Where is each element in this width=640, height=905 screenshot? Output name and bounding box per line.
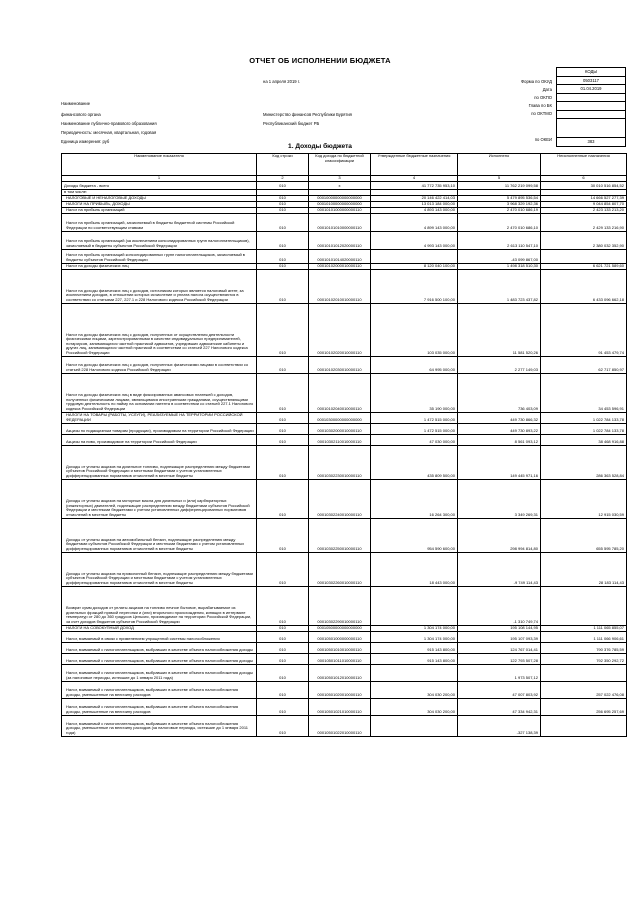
row-approved: 1 304 174 000,00 (371, 625, 458, 631)
row-unexecuted: 2 429 133 216,90 (541, 213, 627, 231)
row-executed: 124 767 014,41 (458, 642, 541, 653)
codes-header: КОДЫ (557, 68, 626, 77)
row-income-code: 00010101010000000110 (309, 213, 371, 231)
income-table (61, 153, 627, 737)
code-blank (557, 119, 626, 138)
row-approved: 35 190 000,00 (371, 373, 458, 412)
row-line-code: 010 (257, 631, 309, 642)
row-approved: 103 035 000,00 (371, 303, 458, 356)
row-line-code: 010 (257, 698, 309, 715)
row-income-code: 00010300000000000000 (309, 412, 371, 423)
row-executed: -327 138,39 (458, 715, 541, 736)
row-executed: 11 762 219 099,58 (458, 182, 541, 190)
row-approved: 915 143 800,00 (371, 653, 458, 664)
row-income-code: 00010500000000000000 (309, 625, 371, 631)
row-line-code: 010 (257, 642, 309, 653)
row-income-code: 00010302110010000110 (309, 434, 371, 445)
row-unexecuted: 286 363 528,84 (541, 445, 627, 479)
row-line-code: 010 (257, 213, 309, 231)
row-name: НАЛОГИ НА ТОВАРЫ (РАБОТЫ, УСЛУГИ), РЕАЛИЗУЕМЫЕ НА ТЕРРИТОРИИ РОССИЙСКОЙ ФЕДЕРАЦИИ (62, 412, 257, 423)
row-executed: 2 613 110 547,10 (458, 231, 541, 249)
row-unexecuted: 6 433 096 662,18 (541, 269, 627, 303)
row-unexecuted (541, 664, 627, 681)
row-executed: 2 470 010 686,19 (458, 207, 541, 213)
code-label-okei: по ОКЕИ (534, 137, 552, 142)
row-executed: 122 793 507,28 (458, 653, 541, 664)
table-row (62, 269, 627, 303)
row-line-code: 010 (257, 249, 309, 263)
row-unexecuted: 790 376 785,59 (541, 642, 627, 653)
row-income-code: 00010302290010000110 (309, 586, 371, 625)
row-executed: -43 099 867,00 (458, 249, 541, 263)
table-row (62, 664, 627, 681)
row-executed: 47 007 803,92 (458, 681, 541, 698)
row-name: Доходы бюджета - всего (62, 182, 257, 190)
row-income-code: 00010102000010000110 (309, 263, 371, 269)
row-unexecuted: 256 695 257,69 (541, 698, 627, 715)
col-number: 4 (371, 176, 458, 182)
row-unexecuted: 1 022 784 133,78 (541, 423, 627, 434)
row-income-code: 00010501022010000110 (309, 715, 371, 736)
row-income-code: 00010101000000000110 (309, 207, 371, 213)
code-date: 01.04.2019 (557, 85, 626, 94)
row-income-code: 00010102010010000110 (309, 269, 371, 303)
row-executed: 149 445 971,16 (458, 445, 541, 479)
row-line-code: 010 (257, 434, 309, 445)
row-approved: 304 030 200,00 (371, 698, 458, 715)
table-row (62, 681, 627, 698)
code-okud: 0503117 (557, 76, 626, 85)
header-label-fin-organ: финансового органа (61, 112, 101, 117)
row-approved: 1 472 515 000,00 (371, 423, 458, 434)
row-line-code: 010 (257, 664, 309, 681)
row-approved: 41 772 735 953,10 (371, 182, 458, 190)
row-name: в том числе: (62, 190, 257, 196)
report-date: на 1 апреля 2019 г. (263, 79, 300, 84)
row-name: НАЛОГИ НА ПРИБЫЛЬ, ДОХОДЫ (62, 201, 257, 207)
row-approved: 1 304 174 000,00 (371, 631, 458, 642)
row-income-code: 00010100000000000000 (309, 201, 371, 207)
row-name: Налог, взимаемый с налогоплательщиков, выбравших в качестве объекта налогообложения доходы (62, 642, 257, 653)
row-approved (371, 586, 458, 625)
row-approved: 1 472 515 000,00 (371, 412, 458, 423)
row-approved: 954 590 600,00 (371, 518, 458, 552)
row-unexecuted: 12 915 030,59 (541, 479, 627, 518)
report-title: ОТЧЕТ ОБ ИСПОЛНЕНИИ БЮДЖЕТА (249, 56, 391, 65)
row-unexecuted: 62 717 850,97 (541, 356, 627, 373)
row-approved (371, 249, 458, 263)
row-line-code: 010 (257, 518, 309, 552)
section-title: 1. Доходы бюджета (288, 143, 352, 150)
row-name: Налог, взимаемый с налогоплательщиков, выбравших в качестве объекта налогообложения доходы, уменьшенные на величину расходов (за налоговые периоды, истекшие до 1 января 2011 года) (62, 715, 257, 736)
row-unexecuted (541, 249, 627, 263)
row-unexecuted (541, 586, 627, 625)
row-executed: 449 730 893,22 (458, 423, 541, 434)
col-header-line-code: Код строки (257, 154, 309, 176)
row-income-code: 00010302250010000110 (309, 518, 371, 552)
table-row (62, 434, 627, 445)
row-income-code: x (309, 182, 371, 190)
row-income-code: 00010302260010000110 (309, 552, 371, 586)
row-name: Доходы от уплаты акцизов на дизельное топливо, подлежащие распределению между бюджетами субъектов Российской Федерации и местными бюджетами с учетом установленных дифференцированных нормативов отчислений в местные бюджеты (62, 445, 257, 479)
row-unexecuted: 1 111 066 906,61 (541, 631, 627, 642)
table-row (62, 642, 627, 653)
row-executed: 11 581 520,26 (458, 303, 541, 356)
row-income-code: 00010501021010000110 (309, 698, 371, 715)
row-name: Доходы от уплаты акцизов на моторные масла для дизельных и (или) карбюраторных (инжекторных) двигателей, подлежащие распределению между бюджетами субъектов Российской Федерации и местными бюджетами с учетом установленных дифференцированных нормативов отчислений в местные бюджеты (62, 479, 257, 518)
row-income-code: 00010501012010000110 (309, 664, 371, 681)
row-approved: 435 809 500,00 (371, 445, 458, 479)
row-line-code: 010 (257, 586, 309, 625)
row-unexecuted: 9 044 854 807,70 (541, 201, 627, 207)
header-label-unit: Единица измерения: руб (61, 139, 110, 144)
row-approved: 18 443 000,00 (371, 552, 458, 586)
row-approved: 47 030 000,00 (371, 434, 458, 445)
table-row (62, 231, 627, 249)
row-executed: 3 968 329 192,36 (458, 201, 541, 207)
row-income-code: 00010000000000000000 (309, 195, 371, 201)
row-approved: 64 995 000,00 (371, 356, 458, 373)
row-executed: 195 108 144,95 (458, 625, 541, 631)
row-name: Налог на прибыль организаций, зачисляемый в бюджеты бюджетной системы Российской Федерации по соответствующим ставкам (62, 213, 257, 231)
code-bk (557, 102, 626, 111)
row-approved: 4 899 143 000,00 (371, 213, 458, 231)
codes-table (556, 67, 626, 147)
table-row (62, 715, 627, 736)
table-row (62, 445, 627, 479)
row-approved: 16 264 300,00 (371, 479, 458, 518)
row-income-code: 00010102020010000110 (309, 303, 371, 356)
col-header-executed: Исполнено (458, 154, 541, 176)
code-okpo (557, 93, 626, 102)
table-row (62, 356, 627, 373)
table-row (62, 373, 627, 412)
table-row (62, 479, 627, 518)
row-approved (371, 664, 458, 681)
row-line-code: 010 (257, 445, 309, 479)
row-income-code: 00010102030010000110 (309, 356, 371, 373)
row-unexecuted: 2 423 133 213,20 (541, 207, 627, 213)
row-name: Налог на доходы физических лиц (62, 263, 257, 269)
row-approved (371, 715, 458, 736)
row-unexecuted: 655 595 785,20 (541, 518, 627, 552)
col-number: 6 (541, 176, 627, 182)
row-name: Доходы от уплаты акцизов на автомобильный бензин, подлежащие распределению между бюджетами субъектов Российской Федерации и местными бюджетами с учетом установленных дифференцированных нормативов отчислений в местные бюджеты (62, 518, 257, 552)
row-name: Акцизы по подакцизным товарам (продукции), производимым на территории Российской Федерации (62, 423, 257, 434)
row-name: Налог, взимаемый с налогоплательщиков, выбравших в качестве объекта налогообложения доходы (за налоговые периоды, истекшие до 1 января 2011 года) (62, 664, 257, 681)
row-approved: 8 120 040 100,00 (371, 263, 458, 269)
row-approved: 20 146 422 414,03 (371, 195, 458, 201)
col-header-income-code: Код дохода по бюджетной классификации (309, 154, 371, 176)
code-label-okud: Форма по ОКУД (520, 79, 552, 84)
row-executed: 195 107 093,39 (458, 631, 541, 642)
row-name: Налог на прибыль организаций (62, 207, 257, 213)
row-income-code: 00010101014020000110 (309, 249, 371, 263)
row-name: Доходы от уплаты акцизов на прямогонный бензин, подлежащие распределению между бюджетами субъектов Российской Федерации и местными бюджетами с учетом установленных дифференцированных нормативов отчислений в местные бюджеты (62, 552, 257, 586)
financial-organ-name: Министерство финансов Республики Бурятия (263, 112, 352, 117)
table-row (62, 423, 627, 434)
row-approved: 4 893 143 000,00 (371, 207, 458, 213)
row-executed: 298 994 814,80 (458, 518, 541, 552)
col-header-approved: Утвержденные бюджетные назначения (371, 154, 458, 176)
row-unexecuted: 34 453 596,91 (541, 373, 627, 412)
row-line-code: 010 (257, 653, 309, 664)
row-name: НАЛОГОВЫЕ И НЕНАЛОГОВЫЕ ДОХОДЫ (62, 195, 257, 201)
row-name: Налог, взимаемый с налогоплательщиков, выбравших в качестве объекта налогообложения доходы, уменьшенные на величину расходов (62, 681, 257, 698)
row-unexecuted: 2 380 032 352,90 (541, 231, 627, 249)
row-line-code: 010 (257, 423, 309, 434)
row-line-code: 010 (257, 681, 309, 698)
col-number: 1 (62, 176, 257, 182)
row-income-code: 00010101012020000110 (309, 231, 371, 249)
code-label-date: Дата (542, 87, 552, 92)
row-income-code: 00010302000010000110 (309, 423, 371, 434)
row-executed: -1 310 749,74 (458, 586, 541, 625)
row-line-code: 010 (257, 263, 309, 269)
col-header-name: Наименование показателя (62, 154, 257, 176)
table-row (62, 653, 627, 664)
row-unexecuted: 28 183 114,43 (541, 552, 627, 586)
code-label-okpo: по ОКПО (534, 95, 552, 100)
row-line-code: 010 (257, 356, 309, 373)
row-line-code: 010 (257, 412, 309, 423)
budget-name: Республиканский бюджет РБ (263, 121, 320, 126)
row-executed: 449 730 866,32 (458, 412, 541, 423)
row-approved: 7 916 500 100,00 (371, 269, 458, 303)
row-unexecuted: 257 022 476,08 (541, 681, 627, 698)
row-income-code: 00010501000000000110 (309, 631, 371, 642)
row-income-code: 00010102040010000110 (309, 373, 371, 412)
code-oktmo (557, 110, 626, 119)
row-name: Налог, взимаемый в связи с применением упрощенной системы налогообложения (62, 631, 257, 642)
row-executed: 5 479 895 536,54 (458, 195, 541, 201)
row-line-code: 010 (257, 479, 309, 518)
table-row (62, 249, 627, 263)
row-executed: 2 277 149,03 (458, 356, 541, 373)
col-header-unexecuted: Неисполненные назначения (541, 154, 627, 176)
code-okei: 383 (557, 138, 626, 147)
row-name: Налог на доходы физических лиц с доходов, источником которых является налоговый агент, за исключением доходов, в отношении которых исчисление и уплата налога осуществляются в соответствии со статьями 227, 227.1 и 228 Налогового кодекса Российской Федерации (62, 269, 257, 303)
table-row (62, 698, 627, 715)
table-row (62, 213, 627, 231)
code-label-bk: Глава по БК (528, 103, 552, 108)
row-name: НАЛОГИ НА СОВОКУПНЫЙ ДОХОД (62, 625, 257, 631)
table-row (62, 631, 627, 642)
row-unexecuted: 792 350 292,72 (541, 653, 627, 664)
row-executed: 3 349 269,31 (458, 479, 541, 518)
table-row (62, 552, 627, 586)
row-name: Налог на доходы физических лиц в виде фиксированных авансовых платежей с доходов, полученных физическими лицами, являющимися иностранными гражданами, осуществляющими трудовую деятельность по найму на основании патента в соответствии со статьей 227.1 Налогового кодекса Российской Федерации (62, 373, 257, 412)
col-number: 5 (458, 176, 541, 182)
row-name: Акцизы на пиво, производимое на территории Российской Федерации (62, 434, 257, 445)
row-line-code: 010 (257, 231, 309, 249)
row-unexecuted: 6 621 721 589,60 (541, 263, 627, 269)
row-income-code: 00010501011010000110 (309, 653, 371, 664)
row-approved: 13 013 184 000,00 (371, 201, 458, 207)
row-name: Возврат сумм доходов от уплаты акцизов на топливо печное бытовое, вырабатываемое из дизельных фракций прямой перегонки и (или) вторичного происхождения, кипящих в интервале температур от 280 до 360 градусов Цельсия, производимое на территории Российской Федерации, за счет доходов бюджетов субъектов Российской Федерации (62, 586, 257, 625)
row-line-code: 010 (257, 269, 309, 303)
row-line-code: 010 (257, 182, 309, 190)
row-name: Налог на прибыль организаций консолидированных групп налогоплательщиков, зачисляемый в бюджеты субъектов Российской Федерации (62, 249, 257, 263)
row-line-code: 010 (257, 195, 309, 201)
row-unexecuted: 14 666 527 277,39 (541, 195, 627, 201)
table-row (62, 412, 627, 423)
row-name: Налог на доходы физических лиц с доходов, полученных от осуществления деятельности физическими лицами, зарегистрированными в качестве индивидуальных предпринимателей, нотариусов, занимающихся частной практикой адвокатов, учредивших адвокатские кабинеты и других лиц, занимающихся частной практикой в соответствии со статьей 227 Налогового кодекса Российской Федерации (62, 303, 257, 356)
table-row (62, 182, 627, 190)
row-executed: 47 334 942,31 (458, 698, 541, 715)
row-name: Налог на доходы физических лиц с доходов, полученных физическими лицами в соответствии со статьей 228 Налогового кодекса Российской Федерации (62, 356, 257, 373)
row-executed: 1 973 507,12 (458, 664, 541, 681)
row-unexecuted: 91 453 479,74 (541, 303, 627, 356)
table-row (62, 586, 627, 625)
row-executed: 736 403,09 (458, 373, 541, 412)
row-name: Налог на прибыль организаций (за исключением консолидированных групп налогоплательщиков), зачисляемый в бюджеты субъектов Российской Федерации (62, 231, 257, 249)
code-label-oktmo: по ОКТМО (531, 111, 552, 116)
row-line-code: 010 (257, 201, 309, 207)
row-unexecuted (541, 715, 627, 736)
col-number: 3 (309, 176, 371, 182)
row-approved: 4 993 143 000,00 (371, 231, 458, 249)
row-name: Налог, взимаемый с налогоплательщиков, выбравших в качестве объекта налогообложения доходы, уменьшенные на величину расходов (62, 698, 257, 715)
row-unexecuted: 38 468 916,88 (541, 434, 627, 445)
row-name: Налог, взимаемый с налогоплательщиков, выбравших в качестве объекта налогообложения доходы (62, 653, 257, 664)
row-line-code: 010 (257, 715, 309, 736)
row-line-code: 010 (257, 552, 309, 586)
row-approved: 304 030 200,00 (371, 681, 458, 698)
row-line-code: 010 (257, 625, 309, 631)
row-executed: 8 561 093,12 (458, 434, 541, 445)
row-unexecuted: 1 111 065 855,07 (541, 625, 627, 631)
row-income-code: 00010302230010000110 (309, 445, 371, 479)
row-executed: 1 498 318 510,30 (458, 263, 541, 269)
row-line-code: 010 (257, 303, 309, 356)
row-unexecuted: 1 022 784 133,78 (541, 412, 627, 423)
row-income-code: 00010302240010000110 (309, 479, 371, 518)
table-row (62, 518, 627, 552)
header-label-public-entity: Наименование публично-правового образования (61, 121, 157, 126)
row-line-code: 010 (257, 207, 309, 213)
col-number: 2 (257, 176, 309, 182)
row-unexecuted: 30 010 516 854,52 (541, 182, 627, 190)
row-line-code: 010 (257, 373, 309, 412)
row-executed: 2 470 010 686,10 (458, 213, 541, 231)
row-executed: -9 749 114,43 (458, 552, 541, 586)
row-income-code: 00010501020010000110 (309, 681, 371, 698)
header-label-name: Наименование (61, 101, 91, 106)
header-label-periodicity: Периодичность: месячная, квартальная, годовая (61, 130, 157, 135)
table-row (62, 303, 627, 356)
row-executed: 1 483 723 437,82 (458, 269, 541, 303)
row-income-code: 00010501010010000110 (309, 642, 371, 653)
row-approved: 915 143 800,00 (371, 642, 458, 653)
